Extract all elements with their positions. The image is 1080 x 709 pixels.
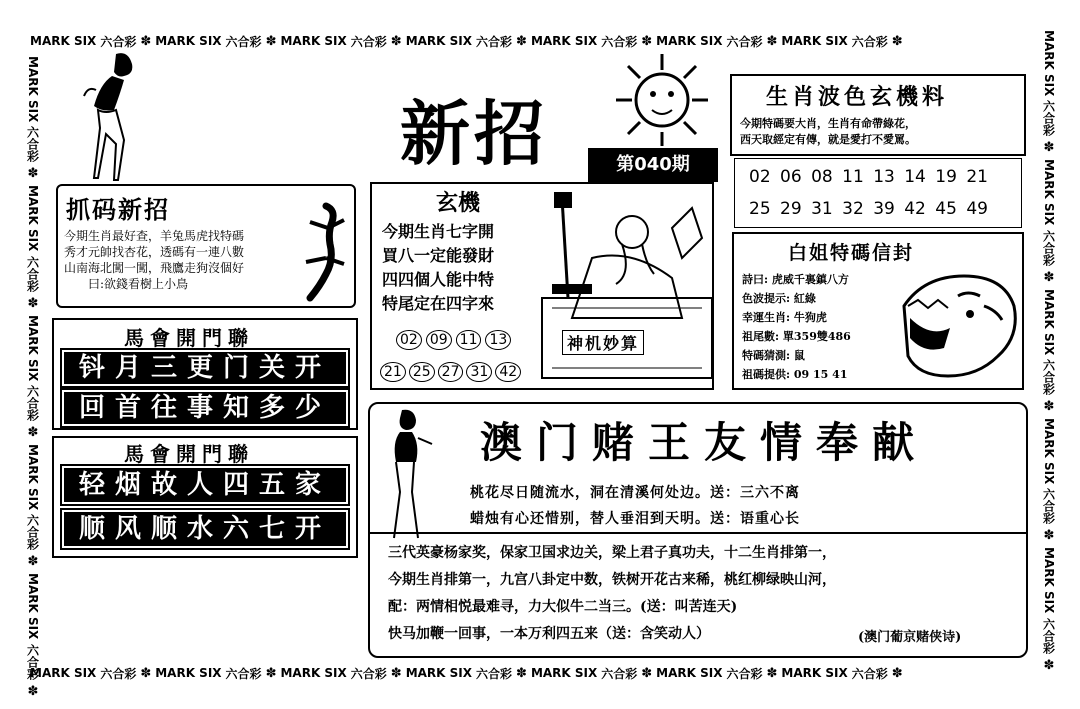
- aomen-poem-line: 蜡烛有心还惜别，替人垂泪到天明。送：语重心长: [470, 511, 800, 527]
- border-mark-text: MARK SIX: [530, 666, 598, 680]
- star-icon: ✽: [25, 554, 41, 570]
- border-cn-text: 六合彩: [1041, 358, 1056, 395]
- border-cn-text: 六合彩: [225, 666, 262, 681]
- xuanji-line: 特尾定在四字來: [382, 294, 495, 313]
- number: 49: [966, 199, 988, 219]
- border-mark-text: MARK SIX: [405, 34, 473, 48]
- border-token: [30, 665, 151, 682]
- horse-couplet-2: [52, 436, 358, 558]
- shengxiao-line: 今期特碼要大肖，生肖有命帶綠花，: [740, 117, 916, 130]
- star-icon: ✽: [641, 665, 653, 681]
- border-token: [1041, 418, 1058, 543]
- border-token: [280, 33, 401, 50]
- star-icon: ✽: [265, 33, 277, 49]
- row-label: 特碼猜測: [742, 349, 786, 362]
- star-icon: ✽: [25, 424, 41, 440]
- star-icon: ✽: [140, 33, 152, 49]
- number-ball: 21: [380, 362, 406, 382]
- aomen-line: 配：两情相悦最难寻，力大似牛二当三。(送：叫苦连天): [388, 599, 738, 615]
- border-token: [280, 665, 401, 682]
- xuanji-numbers-row1: [396, 330, 511, 350]
- border-cn-text: 六合彩: [350, 34, 387, 49]
- border-token: [656, 33, 777, 50]
- aomen-poems: [470, 480, 800, 532]
- border-right: [1038, 30, 1060, 673]
- number: 39: [873, 199, 895, 219]
- number: 13: [873, 167, 895, 187]
- border-mark-text: MARK SIX: [656, 666, 723, 680]
- baijie-row: 祖尾數: 單359雙486: [742, 330, 851, 343]
- shengxiao-text: [740, 116, 916, 148]
- border-cn-text: 六合彩: [476, 34, 513, 49]
- border-token: [1041, 547, 1058, 672]
- border-mark-text: MARK SIX: [1042, 30, 1056, 97]
- border-cn-text: 六合彩: [1041, 488, 1056, 525]
- border-token: [1041, 159, 1058, 284]
- border-cn-text: 六合彩: [476, 666, 513, 681]
- horse-couplet-title: 馬會開門聯: [124, 326, 254, 350]
- zhua-ma-poem: [64, 228, 314, 292]
- border-mark-text: MARK SIX: [26, 314, 40, 381]
- star-icon: ✽: [766, 665, 778, 681]
- border-mark-text: MARK SIX: [1042, 417, 1056, 485]
- baijie-box: [732, 232, 1024, 390]
- shenji-banner: 神机妙算: [562, 330, 644, 355]
- shengxiao-line: 西天取經定有傳，就是愛打不愛罵。: [740, 133, 916, 146]
- border-cn-text: 六合彩: [726, 34, 763, 49]
- border-cn-text: 六合彩: [100, 666, 137, 681]
- numbers-box: [734, 158, 1022, 228]
- shengxiao-box: [730, 74, 1026, 156]
- border-cn-text: 六合彩: [601, 34, 638, 49]
- border-mark-text: MARK SIX: [405, 666, 473, 680]
- border-token: [531, 33, 652, 50]
- row-label: 詩曰: [742, 273, 764, 286]
- border-mark-text: MARK SIX: [1042, 159, 1056, 226]
- poem-line: 山南海北闖一闖，飛鷹走狗沒個好: [64, 261, 245, 275]
- star-icon: ✽: [766, 33, 778, 49]
- horse-couplet-title: 馬會開門聯: [124, 442, 254, 466]
- baijie-row: 幸運生肖: 牛狗虎: [742, 311, 827, 324]
- couplet-line: 轻烟故人四五家: [62, 466, 348, 504]
- number: 14: [904, 167, 926, 187]
- aomen-box: [368, 402, 1028, 658]
- border-cn-text: 六合彩: [25, 514, 40, 551]
- border-token: [25, 315, 42, 440]
- numbers-row2: [749, 199, 988, 219]
- tiger-icon: [894, 266, 1020, 386]
- border-cn-text: 六合彩: [1041, 100, 1056, 137]
- border-mark-text: MARK SIX: [781, 666, 848, 680]
- number-ball: 09: [426, 330, 452, 350]
- border-mark-text: MARK SIX: [1042, 547, 1056, 614]
- star-icon: ✽: [1041, 140, 1057, 156]
- woman-figure-illustration: [380, 404, 440, 544]
- number: 32: [842, 199, 864, 219]
- star-icon: ✽: [1041, 269, 1057, 285]
- border-token: [25, 56, 42, 181]
- border-mark-text: MARK SIX: [155, 666, 222, 680]
- border-mark-text: MARK SIX: [530, 34, 598, 48]
- star-icon: ✽: [390, 665, 402, 681]
- border-mark-text: MARK SIX: [26, 443, 40, 511]
- border-mark-text: MARK SIX: [26, 573, 40, 640]
- number-ball: 25: [409, 362, 435, 382]
- border-cn-text: 六合彩: [851, 666, 888, 681]
- baijie-row: 祖碼提供: 09 15 41: [742, 368, 848, 381]
- lizard-icon: [298, 202, 354, 302]
- border-mark-text: MARK SIX: [280, 34, 347, 48]
- border-cn-text: 六合彩: [350, 666, 387, 681]
- border-top: [30, 30, 1040, 52]
- baijie-row: 特碼猜測: 鼠: [742, 349, 805, 362]
- border-mark-text: MARK SIX: [155, 34, 222, 48]
- xuanji-numbers-row2: [380, 362, 521, 382]
- xuanji-line: 買八一定能發財: [382, 246, 495, 265]
- border-mark-text: MARK SIX: [1042, 288, 1056, 355]
- number-ball: 42: [495, 362, 521, 382]
- star-icon: ✽: [1041, 657, 1057, 673]
- border-token: [406, 665, 527, 682]
- border-cn-text: 六合彩: [225, 34, 262, 49]
- border-cn-text: 六合彩: [851, 34, 888, 49]
- poem-line: 曰:欲錢看樹上小鳥: [88, 277, 189, 291]
- number: 42: [904, 199, 926, 219]
- aomen-title: 澳门赌王友情奉献: [480, 418, 929, 467]
- border-token: [781, 33, 902, 50]
- row-value: 單359雙486: [782, 330, 851, 343]
- poem-line: 秀才元帥找杏花，透碼有一連八數: [64, 245, 245, 259]
- border-cn-text: 六合彩: [25, 384, 40, 421]
- border-token: [155, 33, 276, 50]
- number: 29: [780, 199, 802, 219]
- number: 08: [811, 167, 833, 187]
- aomen-signature: (澳门葡京赌侠诗): [858, 630, 962, 645]
- border-token: [781, 665, 902, 682]
- border-mark-text: MARK SIX: [30, 666, 97, 680]
- number: 21: [966, 167, 988, 187]
- number: 45: [935, 199, 957, 219]
- border-token: [25, 444, 42, 569]
- baijie-row: 色波提示: 紅綠: [742, 292, 816, 305]
- number-ball: 31: [466, 362, 492, 382]
- border-mark-text: MARK SIX: [26, 185, 40, 252]
- star-icon: ✽: [25, 166, 41, 182]
- number: 19: [935, 167, 957, 187]
- star-icon: ✽: [265, 665, 277, 681]
- border-cn-text: 六合彩: [25, 643, 40, 680]
- sage-illustration: [532, 188, 714, 388]
- border-mark-text: MARK SIX: [781, 34, 848, 48]
- aomen-line: 今期生肖排第一，九宫八卦定中数，铁树开花古来稀，桃红柳绿映山河，: [388, 572, 836, 588]
- number-ball: 11: [456, 330, 482, 350]
- border-left: [22, 56, 44, 699]
- row-value: 虎威千裏鎮八方: [771, 273, 849, 286]
- row-value: 09 15 41: [793, 368, 848, 381]
- star-icon: ✽: [390, 33, 402, 49]
- border-cn-text: 六合彩: [1041, 229, 1056, 266]
- xuanji-line: 今期生肖七字開: [382, 222, 495, 241]
- baijie-rows: [742, 270, 851, 384]
- border-cn-text: 六合彩: [601, 666, 638, 681]
- woman-figure-illustration: [78, 46, 148, 184]
- border-token: [531, 665, 652, 682]
- row-value: 牛狗虎: [793, 311, 827, 324]
- shengxiao-title: 生肖波色玄機料: [766, 84, 949, 110]
- aomen-lines: [388, 540, 836, 648]
- border-mark-text: MARK SIX: [280, 666, 347, 680]
- divider: [370, 532, 1026, 534]
- star-icon: ✽: [25, 683, 41, 699]
- aomen-line: 快马加鞭一回事，一本万利四五来（送：含笑动人）: [388, 626, 710, 642]
- xuanji-box: [370, 182, 714, 390]
- row-label: 祖碼提供: [742, 368, 786, 381]
- border-token: [25, 185, 42, 310]
- star-icon: ✽: [1041, 528, 1057, 544]
- border-mark-text: MARK SIX: [30, 34, 97, 48]
- star-icon: ✽: [1041, 398, 1057, 414]
- page-title: 新招: [400, 92, 548, 175]
- border-cn-text: 六合彩: [726, 666, 763, 681]
- star-icon: ✽: [516, 33, 527, 49]
- border-token: [155, 665, 276, 682]
- couplet-line: 顺风顺水六七开: [62, 510, 348, 548]
- xuanji-title: 玄機: [436, 190, 481, 216]
- border-token: [406, 33, 527, 50]
- baijie-row: 詩曰: 虎威千裏鎮八方: [742, 273, 849, 286]
- number-ball: 02: [396, 330, 422, 350]
- star-icon: ✽: [891, 665, 903, 681]
- row-value: 鼠: [793, 349, 805, 362]
- border-token: [1041, 30, 1058, 155]
- border-token: [656, 665, 777, 682]
- border-mark-text: MARK SIX: [26, 56, 40, 123]
- border-token: [25, 573, 42, 698]
- border-cn-text: 六合彩: [100, 34, 137, 49]
- sun-icon: [612, 52, 712, 148]
- aomen-line: 三代英豪杨家奖，保家卫国求边关，梁上君子真功夫，十二生肖排第一，: [388, 545, 836, 561]
- star-icon: ✽: [641, 33, 653, 49]
- number-ball: 13: [485, 330, 511, 350]
- poem-line: 今期生肖最好查，羊兔馬虎找特碼: [64, 229, 245, 243]
- border-cn-text: 六合彩: [1041, 617, 1056, 654]
- xuanji-line: 四四個人能中特: [382, 270, 495, 289]
- zhua-ma-title: 抓码新招: [66, 195, 170, 224]
- couplet-line: 钭月三更门关开: [62, 350, 348, 386]
- number: 06: [780, 167, 802, 187]
- star-icon: ✽: [516, 665, 527, 681]
- star-icon: ✽: [891, 33, 903, 49]
- number: 31: [811, 199, 833, 219]
- row-label: 祖尾數: [742, 330, 775, 343]
- xuanji-lines: [382, 220, 494, 316]
- couplet-line: 回首往事知多少: [62, 390, 348, 426]
- issue-badge: 第040期: [588, 148, 718, 182]
- row-label: 色波提示: [742, 292, 786, 305]
- number-ball: 27: [438, 362, 464, 382]
- baijie-title: 白姐特碼信封: [788, 242, 915, 264]
- row-label: 幸運生肖: [742, 311, 786, 324]
- star-icon: ✽: [140, 665, 152, 681]
- horse-couplet-1: [52, 318, 358, 430]
- star-icon: ✽: [25, 295, 41, 311]
- row-value: 紅綠: [793, 292, 816, 305]
- number: 11: [842, 167, 864, 187]
- number: 25: [749, 199, 771, 219]
- border-cn-text: 六合彩: [25, 126, 40, 163]
- border-token: [1041, 289, 1058, 414]
- aomen-poem-line: 桃花尽日随流水，洞在清溪何处边。送：三六不离: [470, 485, 800, 501]
- border-bottom: [30, 662, 1040, 684]
- border-cn-text: 六合彩: [25, 255, 40, 292]
- number: 02: [749, 167, 771, 187]
- zhua-ma-box: [56, 184, 356, 308]
- border-mark-text: MARK SIX: [656, 34, 723, 48]
- numbers-row1: [749, 167, 988, 187]
